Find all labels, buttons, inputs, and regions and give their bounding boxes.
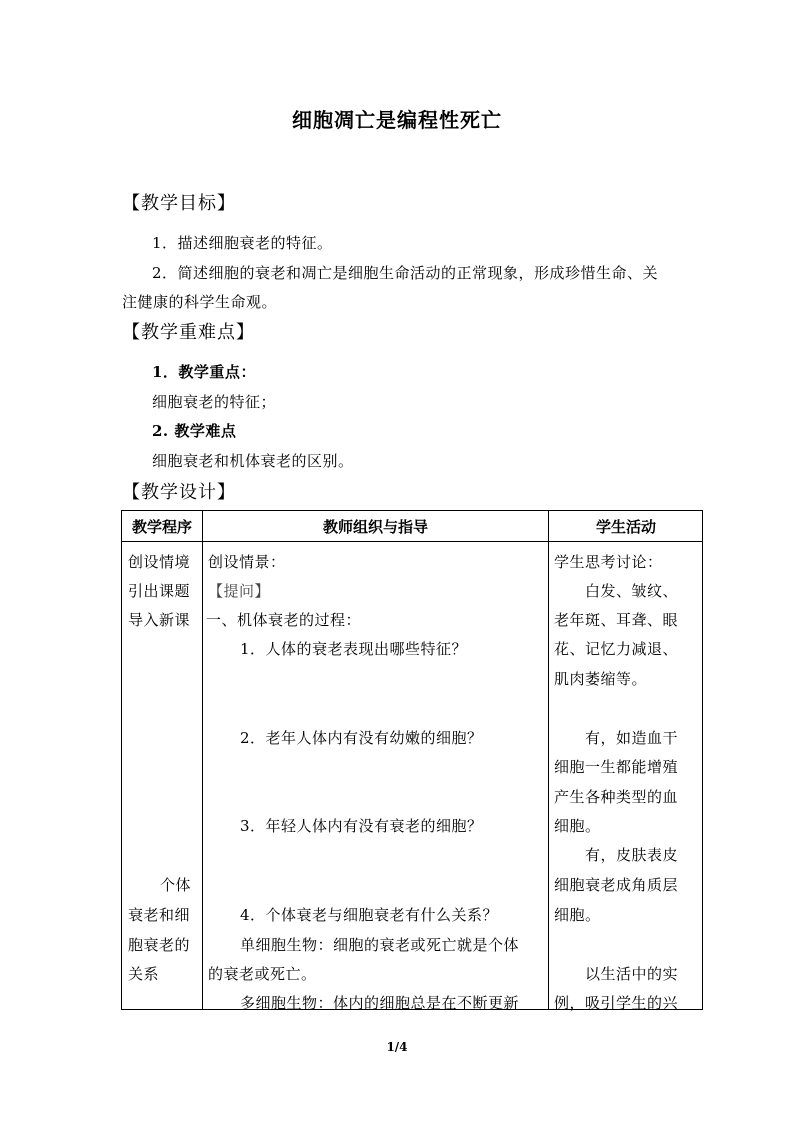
teacher-cell: 4．个体衰老与细胞衰老有什么关系？ xyxy=(240,906,499,924)
teacher-cell: 2．老年人体内有没有幼嫩的细胞？ xyxy=(240,729,483,747)
student-cell: 有，如造血干 xyxy=(585,729,679,747)
teacher-cell: 多细胞生物：体内的细胞总是在不断更新 xyxy=(240,994,520,1012)
objective-item-2-line-2: 注健康的科学生命观。 xyxy=(122,293,278,311)
design-heading: 【教学设计】 xyxy=(122,482,236,503)
student-cell: 例，吸引学生的兴 xyxy=(554,994,679,1012)
student-cell: 以生活中的实 xyxy=(585,965,679,983)
procedure-cell: 胞衰老的 xyxy=(128,936,191,954)
difficulty-text: 细胞衰老和机体衰老的区别。 xyxy=(152,452,354,470)
keypoints-heading: 【教学重难点】 xyxy=(122,322,255,343)
student-cell: 学生思考讨论： xyxy=(554,553,663,571)
table-header-teacher: 教师组织与指导 xyxy=(322,518,428,536)
table-header-divider xyxy=(122,541,702,542)
procedure-cell: 创设情境 xyxy=(128,553,191,571)
teacher-cell: 单细胞生物：细胞的衰老或死亡就是个体 xyxy=(240,936,520,954)
student-cell: 老年斑、耳聋、眼 xyxy=(554,611,679,629)
focus-label: 1．教学重点： xyxy=(152,363,256,381)
student-cell: 有，皮肤表皮 xyxy=(585,846,679,864)
procedure-cell: 引出课题 xyxy=(128,582,191,600)
objectives-heading: 【教学目标】 xyxy=(122,193,236,214)
table-divider xyxy=(548,511,549,1009)
procedure-cell: 衰老和细 xyxy=(128,906,191,924)
difficulty-label: 2. 教学难点 xyxy=(152,422,237,440)
student-cell: 细胞。 xyxy=(554,906,601,924)
student-cell: 细胞一生都能增殖 xyxy=(554,758,679,776)
student-cell: 细胞。 xyxy=(554,817,601,835)
procedure-cell: 导入新课 xyxy=(128,611,191,629)
student-cell: 白发、皱纹、 xyxy=(585,582,679,600)
student-cell: 细胞衰老成角质层 xyxy=(554,876,679,894)
objective-item-1: 1．描述细胞衰老的特征。 xyxy=(152,234,333,252)
lesson-design-table xyxy=(121,510,703,1010)
teacher-cell: 【提问】 xyxy=(208,582,271,600)
procedure-cell: 关系 xyxy=(128,965,160,983)
objective-item-2-line-1: 2．简述细胞的衰老和凋亡是细胞生命活动的正常现象，形成珍惜生命、关 xyxy=(152,264,659,282)
teacher-cell: 的衰老或死亡。 xyxy=(208,965,317,983)
focus-text: 细胞衰老的特征； xyxy=(152,393,277,411)
page-title: 细胞凋亡是编程性死亡 xyxy=(292,108,502,132)
page-number: 1/4 xyxy=(386,1040,408,1054)
student-cell: 花、记忆力减退、 xyxy=(554,640,679,658)
teacher-cell: 3．年轻人体内有没有衰老的细胞？ xyxy=(240,817,483,835)
table-header-procedure: 教学程序 xyxy=(131,518,192,536)
table-divider xyxy=(202,511,203,1009)
procedure-cell: 个体 xyxy=(160,876,192,894)
student-cell: 肌肉萎缩等。 xyxy=(554,670,648,688)
teacher-cell: 一、机体衰老的过程： xyxy=(206,611,362,629)
student-cell: 产生各种类型的血 xyxy=(554,788,679,806)
teacher-cell: 1．人体的衰老表现出哪些特征？ xyxy=(240,640,468,658)
teacher-cell: 创设情景： xyxy=(208,553,286,571)
table-header-student: 学生活动 xyxy=(595,518,656,536)
